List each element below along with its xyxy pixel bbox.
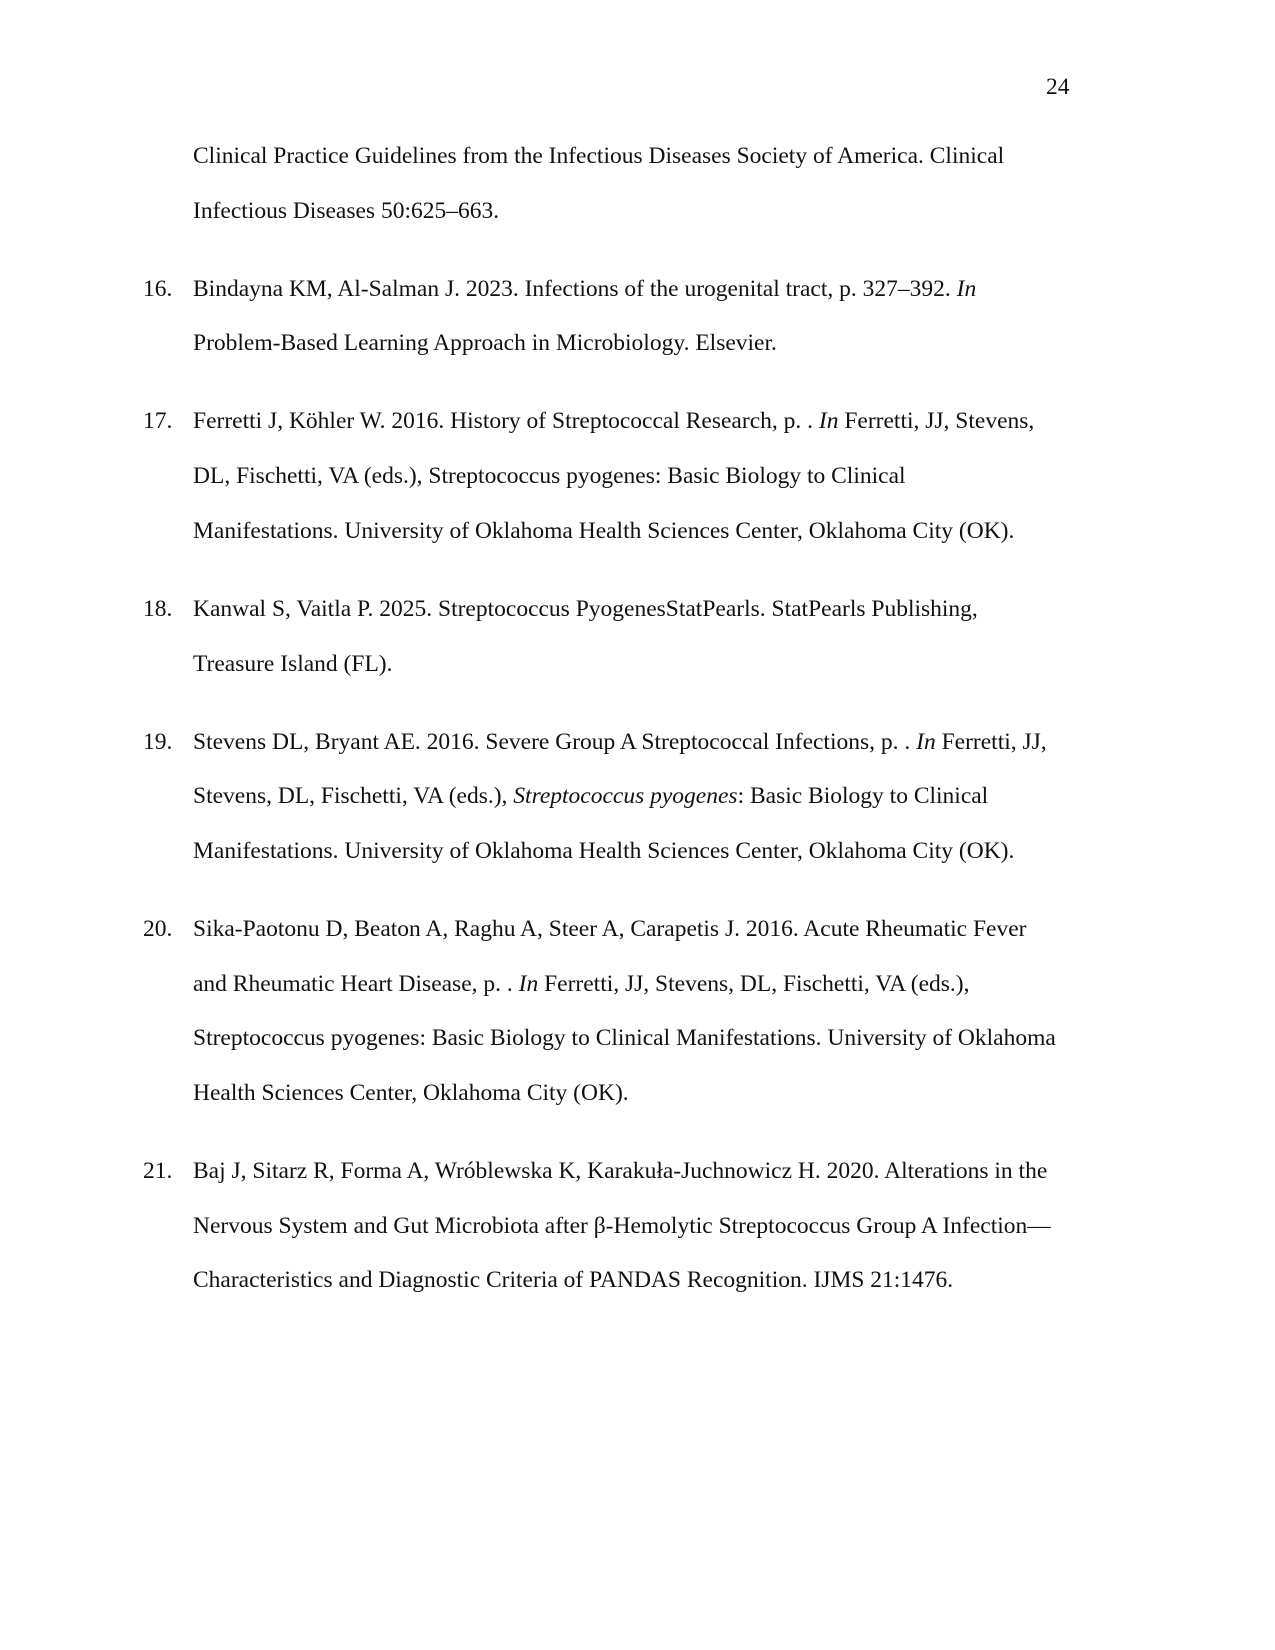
reference-number: 21. <box>143 1158 173 1184</box>
italic-text: In <box>956 275 977 302</box>
reference-number: 19. <box>143 728 173 755</box>
italic-text: Streptococcus pyogenes <box>513 783 738 810</box>
text-segment: Manifestations. University of Oklahoma Health Sciences Center, Oklahoma City (OK). <box>193 837 1015 864</box>
reference-line <box>193 729 1047 756</box>
text-segment: Kanwal S, Vaitla P. 2025. Streptococcus PyogenesStatPearls. StatPearls Publishing, <box>193 595 978 622</box>
text-segment: Infectious Diseases 50:625–663. <box>193 197 500 224</box>
text-segment: Ferretti, JJ, Stevens, <box>838 408 1035 435</box>
reference-line <box>193 330 777 357</box>
reference-number: 20. <box>143 915 173 942</box>
reference-line <box>193 1080 629 1107</box>
reference-line <box>193 1025 1056 1052</box>
reference-line <box>193 518 1014 545</box>
reference-line <box>193 276 976 303</box>
text-segment: Sika-Paotonu D, Beaton A, Raghu A, Steer A, Carapetis J. 2016. Acute Rheumatic Fever <box>193 915 1027 942</box>
text-segment: Ferretti, JJ, Stevens, DL, Fischetti, VA (eds.), <box>538 970 970 997</box>
reference-line <box>193 198 499 225</box>
reference-line <box>193 971 969 998</box>
reference-line <box>193 1213 1051 1240</box>
text-segment: Clinical Practice Guidelines from the Infectious Diseases Society of America. Clinical <box>193 143 1005 169</box>
text-segment: Ferretti, JJ, <box>935 728 1047 755</box>
text-segment: Treasure Island (FL). <box>193 650 393 677</box>
text-segment: Nervous System and Gut Microbiota after β-Hemolytic Streptococcus Group A Infection— <box>193 1212 1051 1239</box>
italic-text: In <box>916 728 936 755</box>
text-segment: Characteristics and Diagnostic Criteria of PANDAS Recognition. IJMS 21:1476. <box>193 1267 954 1294</box>
reference-line <box>193 143 1004 170</box>
reference-number: 17. <box>143 408 173 435</box>
reference-line <box>193 1158 1047 1185</box>
text-segment: Streptococcus pyogenes: Basic Biology to Clinical Manifestations. University of Oklahoma <box>193 1025 1056 1052</box>
reference-line <box>193 916 1026 943</box>
text-segment: Stevens, DL, Fischetti, VA (eds.), <box>193 783 514 810</box>
text-segment: Health Sciences Center, Oklahoma City (OK). <box>193 1080 629 1106</box>
reference-number: 18. <box>143 595 173 622</box>
reference-line <box>193 463 906 490</box>
page-number: 24 <box>1046 74 1070 100</box>
text-segment: DL, Fischetti, VA (eds.), Streptococcus pyogenes: Basic Biology to Clinical <box>193 463 906 490</box>
reference-line <box>193 596 978 623</box>
reference-line <box>193 1267 953 1294</box>
text-segment: Stevens DL, Bryant AE. 2016. Severe Group A Streptococcal Infections, p. . <box>193 728 917 755</box>
text-segment: Baj J, Sitarz R, Forma A, Wróblewska K, Karakuła-Juchnowicz H. 2020. Alterations in the <box>193 1158 1048 1184</box>
reference-number: 16. <box>143 275 173 302</box>
text-segment: : Basic Biology to Clinical <box>737 783 989 810</box>
text-segment: Manifestations. University of Oklahoma Health Sciences Center, Oklahoma City (OK). <box>193 517 1015 544</box>
text-segment: and Rheumatic Heart Disease, p. . <box>193 970 519 997</box>
reference-line <box>193 408 1034 435</box>
italic-text: In <box>818 408 839 435</box>
reference-line <box>193 651 393 678</box>
reference-line <box>193 783 988 810</box>
reference-line <box>193 838 1014 865</box>
italic-text: In <box>518 970 539 997</box>
text-segment: Bindayna KM, Al-Salman J. 2023. Infections of the urogenital tract, p. 327–392. <box>193 275 957 302</box>
text-segment: Problem-Based Learning Approach in Microbiology. Elsevier. <box>193 330 777 357</box>
text-segment: Ferretti J, Köhler W. 2016. History of Streptococcal Research, p. . <box>193 408 819 435</box>
